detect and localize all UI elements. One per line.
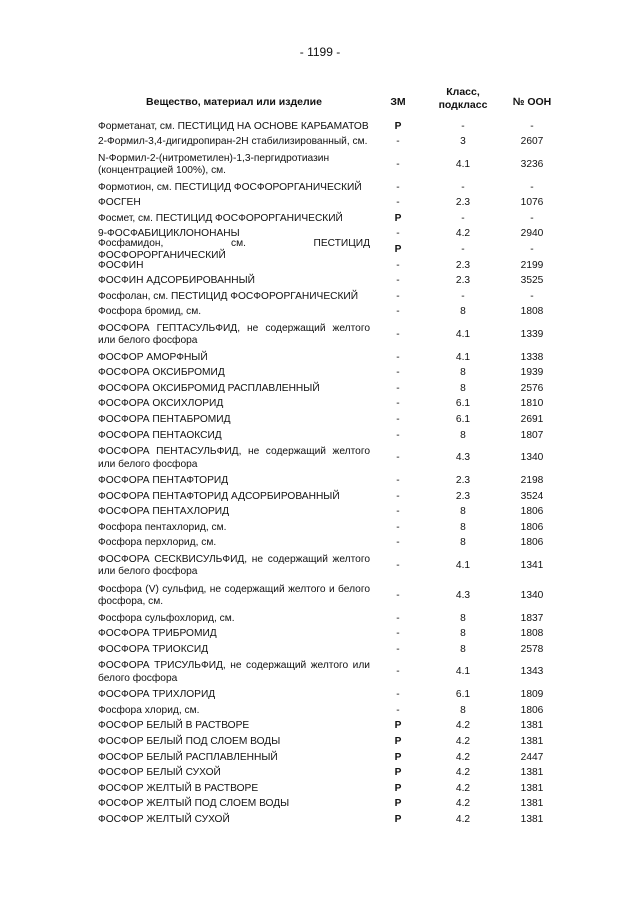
substance-name: ФОСФОР ЖЕЛТЫЙ СУХОЙ [98,813,230,825]
substance-name: ФОСФОР ЖЕЛТЫЙ ПОД СЛОЕМ ВОДЫ [98,798,290,810]
zm-value: Р [394,782,402,794]
substance-name: ФОСФОРА ТРИХЛОРИД [98,689,216,701]
table-row [98,766,558,782]
zm-value: - [396,259,400,271]
substance-name: 2-Формил-3,4-дигидропиран-2Н стабилизированный, см. [98,136,368,148]
zm-value: - [396,475,400,487]
un-number-value: 1381 [520,798,544,810]
table-row [98,366,558,382]
un-number-value: 1806 [520,537,544,549]
un-number-value: 1338 [520,351,544,363]
zm-value: - [396,306,400,318]
table-row [98,196,558,212]
page-number: - 1199 - [299,45,341,59]
un-number-value: 1341 [520,560,544,572]
un-number-value: 1810 [520,398,544,410]
substance-name: Фосфора хлорид, см. [98,704,200,716]
un-number-value: 2578 [520,643,544,655]
class-value: 6.1 [455,689,471,701]
zm-value: - [396,382,400,394]
un-number-value: 1806 [520,704,544,716]
un-number-value: 2199 [520,259,544,271]
zm-value: - [396,560,400,572]
header-class-line1: Класс, [446,86,480,98]
zm-value: - [396,197,400,209]
substance-name: Фосфора сульфохлорид, см. [98,612,235,624]
substance-name: Фосмет, см. ПЕСТИЦИД ФОСФОРОРГАНИЧЕСКИЙ [98,212,343,224]
un-number-value: 1807 [520,429,544,441]
zm-value: - [396,228,400,240]
class-value: 4.2 [455,735,471,747]
class-value: 8 [460,367,466,379]
substances-table [98,86,558,828]
un-number-value: 1343 [520,666,544,678]
un-number-value: 3236 [520,158,544,170]
class-value: 2.3 [455,490,471,502]
table-row [98,505,558,521]
table-row [98,627,558,643]
class-value: 2.3 [455,475,471,487]
substance-name: Фосфора перхлорид, см. [98,537,217,549]
zm-value: - [396,351,400,363]
substance-name: ФОСФОРА ПЕНТАОКСИД [98,429,222,441]
table-row [98,211,558,227]
table-row [98,320,558,350]
header-class-line2: подкласс [438,99,488,111]
table-body [98,119,558,828]
table-row [98,536,558,552]
header-zm: ЗМ [390,96,406,108]
substance-name: ФОСФОРА ПЕНТАФТОРИД АДСОРБИРОВАННЫЙ [98,490,340,502]
class-value: 4.3 [455,452,471,464]
substance-name: ФОСФИН [98,259,144,271]
substance-name: ФОСФОР БЕЛЫЙ РАСПЛАВЛЕННЫЙ [98,751,278,763]
class-value: 4.2 [455,751,471,763]
table-row [98,119,558,135]
class-value: 8 [460,628,466,640]
zm-value: - [396,429,400,441]
table-row [98,305,558,321]
class-value: 4.2 [455,782,471,794]
zm-value: - [396,689,400,701]
class-value: 4.2 [455,228,471,240]
zm-value: - [396,158,400,170]
class-value: 8 [460,643,466,655]
un-number-value: 1809 [520,689,544,701]
substance-name: Фосфолан, см. ПЕСТИЦИД ФОСФОРОРГАНИЧЕСКИЙ [98,290,359,302]
zm-value: - [396,414,400,426]
un-number-value: - [530,212,534,224]
substance-name: Фосфора (V) сульфид, не содержащий желтого и белого фосфора, см. [98,583,370,608]
un-number-value: 1339 [520,328,544,340]
zm-value: Р [394,243,402,255]
un-number-value: 1806 [520,521,544,533]
un-number-value: - [530,243,534,255]
un-number-value: 1381 [520,782,544,794]
substance-name: ФОСФОР АМОРФНЫЙ [98,351,208,363]
class-value: 6.1 [455,414,471,426]
class-value: 3 [460,136,466,148]
class-value: 4.1 [455,158,471,170]
un-number-value: 1381 [520,735,544,747]
substance-name: ФОСФОРА ОКСИБРОМИД [98,367,225,379]
table-row [98,289,558,305]
class-value: 4.3 [455,589,471,601]
un-number-value: - [530,120,534,132]
substance-name: Фосфамидон, см. ПЕСТИЦИД ФОСФОРОРГАНИЧЕСКИЙ [98,237,370,262]
table-row [98,350,558,366]
substance-name: ФОСФОРА ОКСИБРОМИД РАСПЛАВЛЕННЫЙ [98,382,320,394]
class-value: 2.3 [455,275,471,287]
un-number-value: 1340 [520,589,544,601]
zm-value: - [396,506,400,518]
zm-value: - [396,537,400,549]
table-row [98,719,558,735]
substance-name: 9-ФОСФАБИЦИКЛОНОНАНЫ [98,228,240,240]
zm-value: - [396,490,400,502]
class-value: 8 [460,704,466,716]
substance-name: ФОСФОРА ПЕНТАХЛОРИД [98,506,230,518]
zm-value: Р [394,813,402,825]
table-row [98,473,558,489]
un-number-value: 1381 [520,813,544,825]
table-row [98,688,558,704]
un-number-value: 2198 [520,475,544,487]
class-value: 6.1 [455,398,471,410]
class-value: - [461,243,465,255]
un-number-value: 2607 [520,136,544,148]
un-number-value: 2447 [520,751,544,763]
table-row [98,381,558,397]
substance-name: ФОСФОРА ОКСИХЛОРИД [98,398,224,410]
class-value: - [461,212,465,224]
un-number-value: 1808 [520,628,544,640]
substance-name: Формотион, см. ПЕСТИЦИД ФОСФОРОРГАНИЧЕСКИЙ [98,181,362,193]
header-un-number: № ООН [512,96,552,108]
table-row [98,520,558,536]
table-row [98,812,558,828]
class-value: 8 [460,521,466,533]
header-class [434,86,492,112]
substance-name: ФОСГЕН [98,197,141,209]
table-row [98,444,558,474]
table-row [98,150,558,180]
zm-value: Р [394,720,402,732]
table-row [98,658,558,688]
class-value: 8 [460,306,466,318]
substance-name: Форметанат, см. ПЕСТИЦИД НА ОСНОВЕ КАРБАМАТОВ [98,120,369,132]
zm-value: - [396,398,400,410]
table-row [98,237,558,262]
table-row [98,397,558,413]
class-value: 8 [460,506,466,518]
table-row [98,797,558,813]
un-number-value: 1381 [520,767,544,779]
un-number-value: 1808 [520,306,544,318]
zm-value: - [396,136,400,148]
un-number-value: - [530,181,534,193]
substance-name: ФОСФОРА ТРИБРОМИД [98,628,217,640]
substance-name: N-Формил-2-(нитрометилен)-1,3-пергидротиазин (концентрацией 100%), см. [98,152,330,177]
table-row [98,750,558,766]
zm-value: - [396,452,400,464]
class-value: 4.2 [455,798,471,810]
table-row [98,781,558,797]
substance-name: ФОСФОРА СЕСКВИСУЛЬФИД, не содержащий желтого или белого фосфора [98,553,370,578]
class-value: 2.3 [455,197,471,209]
class-value: 8 [460,537,466,549]
table-row [98,489,558,505]
zm-value: Р [394,751,402,763]
un-number-value: 1381 [520,720,544,732]
un-number-value: 1939 [520,367,544,379]
zm-value: - [396,521,400,533]
class-value: - [461,120,465,132]
un-number-value: 1806 [520,506,544,518]
zm-value: Р [394,735,402,747]
table-row [98,413,558,429]
table-row [98,611,558,627]
substance-name: ФОСФОРА ТРИОКСИД [98,643,209,655]
table-row [98,274,558,290]
class-value: - [461,290,465,302]
table-header [98,86,558,119]
class-value: 4.1 [455,666,471,678]
substance-name: ФОСФОР БЕЛЫЙ В РАСТВОРЕ [98,720,250,732]
substance-name: ФОСФОРА ГЕПТАСУЛЬФИД, не содержащий желтого или белого фосфора [98,322,370,347]
zm-value: - [396,589,400,601]
zm-value: - [396,181,400,193]
zm-value: Р [394,120,402,132]
zm-value: - [396,704,400,716]
zm-value: - [396,628,400,640]
substance-name: ФОСФОРА ТРИСУЛЬФИД, не содержащий желтого или белого фосфора [98,660,370,684]
class-value: 4.1 [455,328,471,340]
table-row [98,581,558,611]
table-row [98,180,558,196]
un-number-value: 3524 [520,490,544,502]
table-row [98,551,558,581]
table-row [98,734,558,750]
zm-value: Р [394,798,402,810]
zm-value: Р [394,767,402,779]
table-row [98,135,558,151]
class-value: 8 [460,612,466,624]
class-value: 4.1 [455,351,471,363]
class-value: 8 [460,429,466,441]
un-number-value: 1076 [520,197,544,209]
table-row [98,642,558,658]
zm-value: - [396,290,400,302]
zm-value: Р [394,212,402,224]
substance-name: ФОСФИН АДСОРБИРОВАННЫЙ [98,275,255,287]
class-value: - [461,181,465,193]
table-row [98,258,558,274]
class-value: 4.2 [455,767,471,779]
un-number-value: 1340 [520,452,544,464]
un-number-value: - [530,290,534,302]
table-row [98,428,558,444]
zm-value: - [396,275,400,287]
substance-name: ФОСФОРА ПЕНТАБРОМИД [98,414,231,426]
zm-value: - [396,612,400,624]
zm-value: - [396,643,400,655]
substance-name: ФОСФОРА ПЕНТАСУЛЬФИД, не содержащий желтого или белого фосфора [98,446,370,470]
class-value: 4.2 [455,720,471,732]
substance-name: ФОСФОР БЕЛЫЙ ПОД СЛОЕМ ВОДЫ [98,735,281,747]
header-substance: Вещество, материал или изделие [146,96,322,108]
class-value: 2.3 [455,259,471,271]
substance-name: ФОСФОРА ПЕНТАФТОРИД [98,475,229,487]
un-number-value: 2691 [520,414,544,426]
zm-value: - [396,328,400,340]
substance-name: ФОСФОР ЖЕЛТЫЙ В РАСТВОРЕ [98,782,259,794]
substance-name: Фосфора бромид, см. [98,306,202,318]
un-number-value: 1837 [520,612,544,624]
un-number-value: 3525 [520,275,544,287]
un-number-value: 2940 [520,228,544,240]
class-value: 4.2 [455,813,471,825]
zm-value: - [396,666,400,678]
class-value: 4.1 [455,560,471,572]
substance-name: Фосфора пентахлорид, см. [98,521,227,533]
un-number-value: 2576 [520,382,544,394]
zm-value: - [396,367,400,379]
table-row [98,703,558,719]
substance-name: ФОСФОР БЕЛЫЙ СУХОЙ [98,767,221,779]
class-value: 8 [460,382,466,394]
